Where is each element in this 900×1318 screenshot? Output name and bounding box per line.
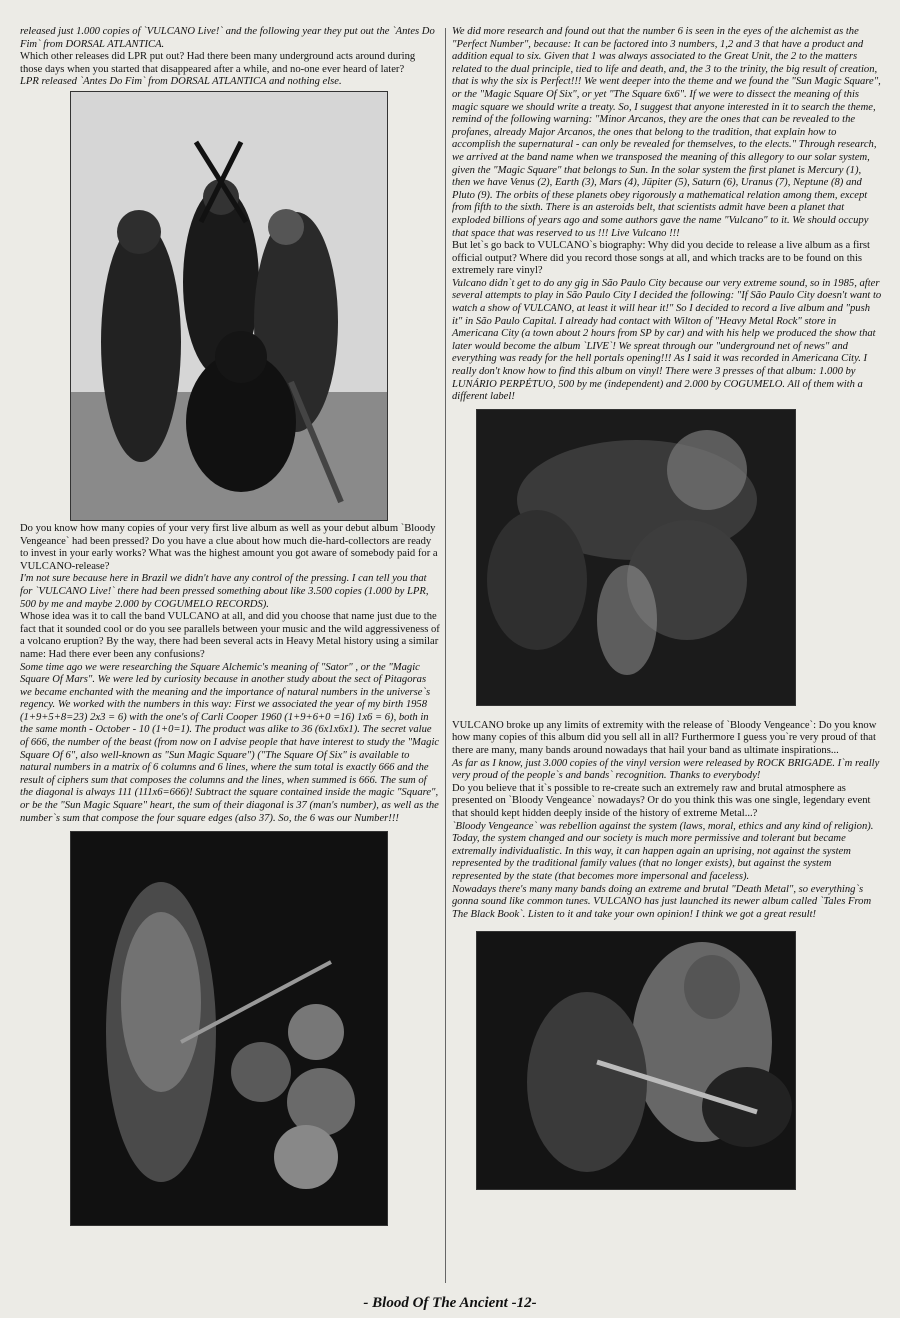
question-text: VULCANO broke up any limits of extremity with the release of `Bloody Vengeance`: Do you know how many copies of this album did you sell all in all? Furthermore I guess you`re very proud of that there are many, many bands around nowadays that hail your band as ultimate inspirations... [452,719,877,756]
answer-text: I'm not sure because here in Brazil we didn't have any control of the pressing. I can tell you that for `VULCANO Live!` there had been pressed something about like 3.500 copies (1.000 by LPR, 500 by me and maybe 2.000 by COGUMELO RECORDS). [20,573,429,610]
live-photo-stage [476,409,796,706]
live-photo-guitarist-image [477,932,795,1189]
answer-text: LPR released `Antes Do Fim` from DORSAL ATLANTICA and nothing else. [20,76,342,88]
band-photo [70,91,388,521]
answer-text: Some time ago we were researching the Square Alchemic's meaning of "Sator" , or the "Magic Square Of Mars". We were led by curiosity because in another study about the sect of Pitagoras we became enchanted with the meaning and the importance of natural numbers in the universe`s regency. We worked with the numbers in this way: First we associated the year of my birth 1958 (1+9+5+8=23) 2x3 = 6) with the one's of Carli Cooper 1960 (1+9+6+0 =16) 1x6 = 6), both in the same month - October - 10 (1+0=1). The product was alike to 36 (6x1x6x1). The secret value of 666, the number of the beast (from now on I advise people that have interest to study the "Magic Square Of 6", also well-known as "Sun Magic Square") ("The Square Of Six" is available to natural numbers in a matrix of 6 columns and 6 lines, where the sum total is exactly 666 and the result of ciphers sum that composes the columns and the lines, when summed is 666. The sum of the diagonal is always 111 (111x6=666)! Subtract the square contained inside the magic "Square", or be the "Sun Magic Square" heart, the sum of their diagonal is 37 (man's number), as well as the number`s sum that compose the four square edges (also 37). So, the 6 was our Number!!! [20,661,440,824]
band-photo-image [71,92,387,520]
answer-text: Nowadays there's many many bands doing an extreme and brutal "Death Metal", so everything`s gonna sound like common tunes. VULCANO has just launched its newer album called `Tales From The Black Book`. Listen to it and take your own opinion! I think we got a great result! [452,883,872,920]
question-text: Which other releases did LPR put out? Had there been many underground acts around during those days when you started that disappeared after a while, and no-one ever heard of later? [20,51,416,75]
answer-text: released just 1.000 copies of `VULCANO Live!` and the following year they put out the `Antes Do Fim` from DORSAL ATLANTICA. [20,26,435,50]
page-footer: - Blood Of The Ancient -12- [363,1295,537,1311]
question-text: Whose idea was it to call the band VULCANO at all, and did you choose that name just due to the fact that it sounded cool or do you see parallels between your music and the wild aggressiveness of a volcano eruption? By the way, there had been several acts in Heavy Metal history using a similar name: Had there ever been any confusions? [20,611,440,660]
question-text: But let`s go back to VULCANO`s biography: Why did you decide to release a live album as a first official output? Where did you record those songs at all, and which tracks are to be found on this extremely rare vinyl? [452,240,870,277]
right-column [452,26,882,1190]
live-photo-stage-image [477,410,795,705]
live-photo-guitarist [476,931,796,1190]
answer-text: We did more research and found out that the number 6 is seen in the eyes of the alchemist as the "Perfect Number", because: It can be factored into 3 numbers, 1,2 and 3 that have a product and addition equal to six. Given that 1 was always associated to the Great Unit, the 2 to the matters related to the dual principle, tied to life and death, and, the 3 to the trinity, the big result of creation, that is why the six is Perfect!!! We went deeper into the theme and we found the "Sun Magic Square", or the "Magic Square Of Six", or yet "The Square 6x6". If we were to dissect the meaning of this magic square we should write a treaty. So, I suggest that anyone interested in it to search the theme, remind of the following warning: "Minor Arcanos, they are the ones that can be revealed to the profanes, already Major Arcanos, the ones that belong to the tradition, that explain how to accomplish the supernatural - can only be revealed for themselves, to the elects." Through research, we arrived at the band name when we transposed the meaning of this allegory to our solar system, given the "Magic Square" that belongs to Sun. In the solar system the first planet is Mercury (1), then we have Venus (2), Earth (3), Mars (4), Jüpiter (5), Saturn (6), Uranus (7), Neptune (8) and Pluto (9). The orbits of these planets obey rigorously a mathematical relation among them, except from fifth to the sixth. There is an asteroids belt, that scientists admit have been a planet that exploded billions of years ago and some authors gave the name "Vulcano" to it. We should occupy that space that was reserved to us !!! Live Vulcano !!! [452,26,881,239]
answer-text: Vulcano didn`t get to do any gig in São Paulo City because our very extreme sound, so in 1985, after several attempts to play in São Paulo City I decided the following: "If São Paulo City doesn't want to watch a show of VULCANO, at least it will hear it!" So I decided to record a live album and "push it" in São Paulo Capital. I already had contact with Wilton of "Heavy Metal Rock" store in Americana City (a town about 2 hours from SP by car) and with his help we produced the show that later would become the album `LIVE`! We spreat through our "underground net of news" and everything was ready for the hell portals opening!!! As I said it was recorded in Americana City. I really don't know how to find this album on vinyl! There were 3 presses of that album: 1.000 by LUNÁRIO PERPÉTUO, 500 by me (independent) and 2.000 by COGUMELO. All of them with a different label! [452,277,882,403]
answer-text: `Bloody Vengeance` was rebellion against the system (laws, moral, ethics and any kind of religion). Today, the system changed and our society is much more permissive and tolerant but became extremally individualistic. In this way, it can happen again an uprising, not against the system represented by the traditional family values (that no longer exists), but against the system represented by the state (that becomes more impersonal and faceless). [452,820,874,882]
question-text: Do you believe that it`s possible to re-create such an extremely raw and brutal atmosphere as presented on `Bloody Vengeance` nowadays? Or do you think this was one single, legendary event that should kept hidden deeply inside of the history of extreme Metal...? [452,782,871,819]
live-photo-drums [70,831,388,1226]
left-column [20,26,440,1226]
answer-text: As far as I know, just 3.000 copies of the vinyl version were released by ROCK BRIGADE. I`m really very proud of the people`s and bands` recognition. Thanks to everybody! [452,757,880,782]
live-photo-drums-image [71,832,387,1225]
column-divider [445,28,446,1283]
question-text: Do you know how many copies of your very first live album as well as your debut album `Bloody Vengeance` had been pressed? Do you have a clue about how much die-hard-collectors are ready to invest in your early works? What was the highest amount you got aware of somebody paid for a VULCANO-release? [20,522,438,572]
